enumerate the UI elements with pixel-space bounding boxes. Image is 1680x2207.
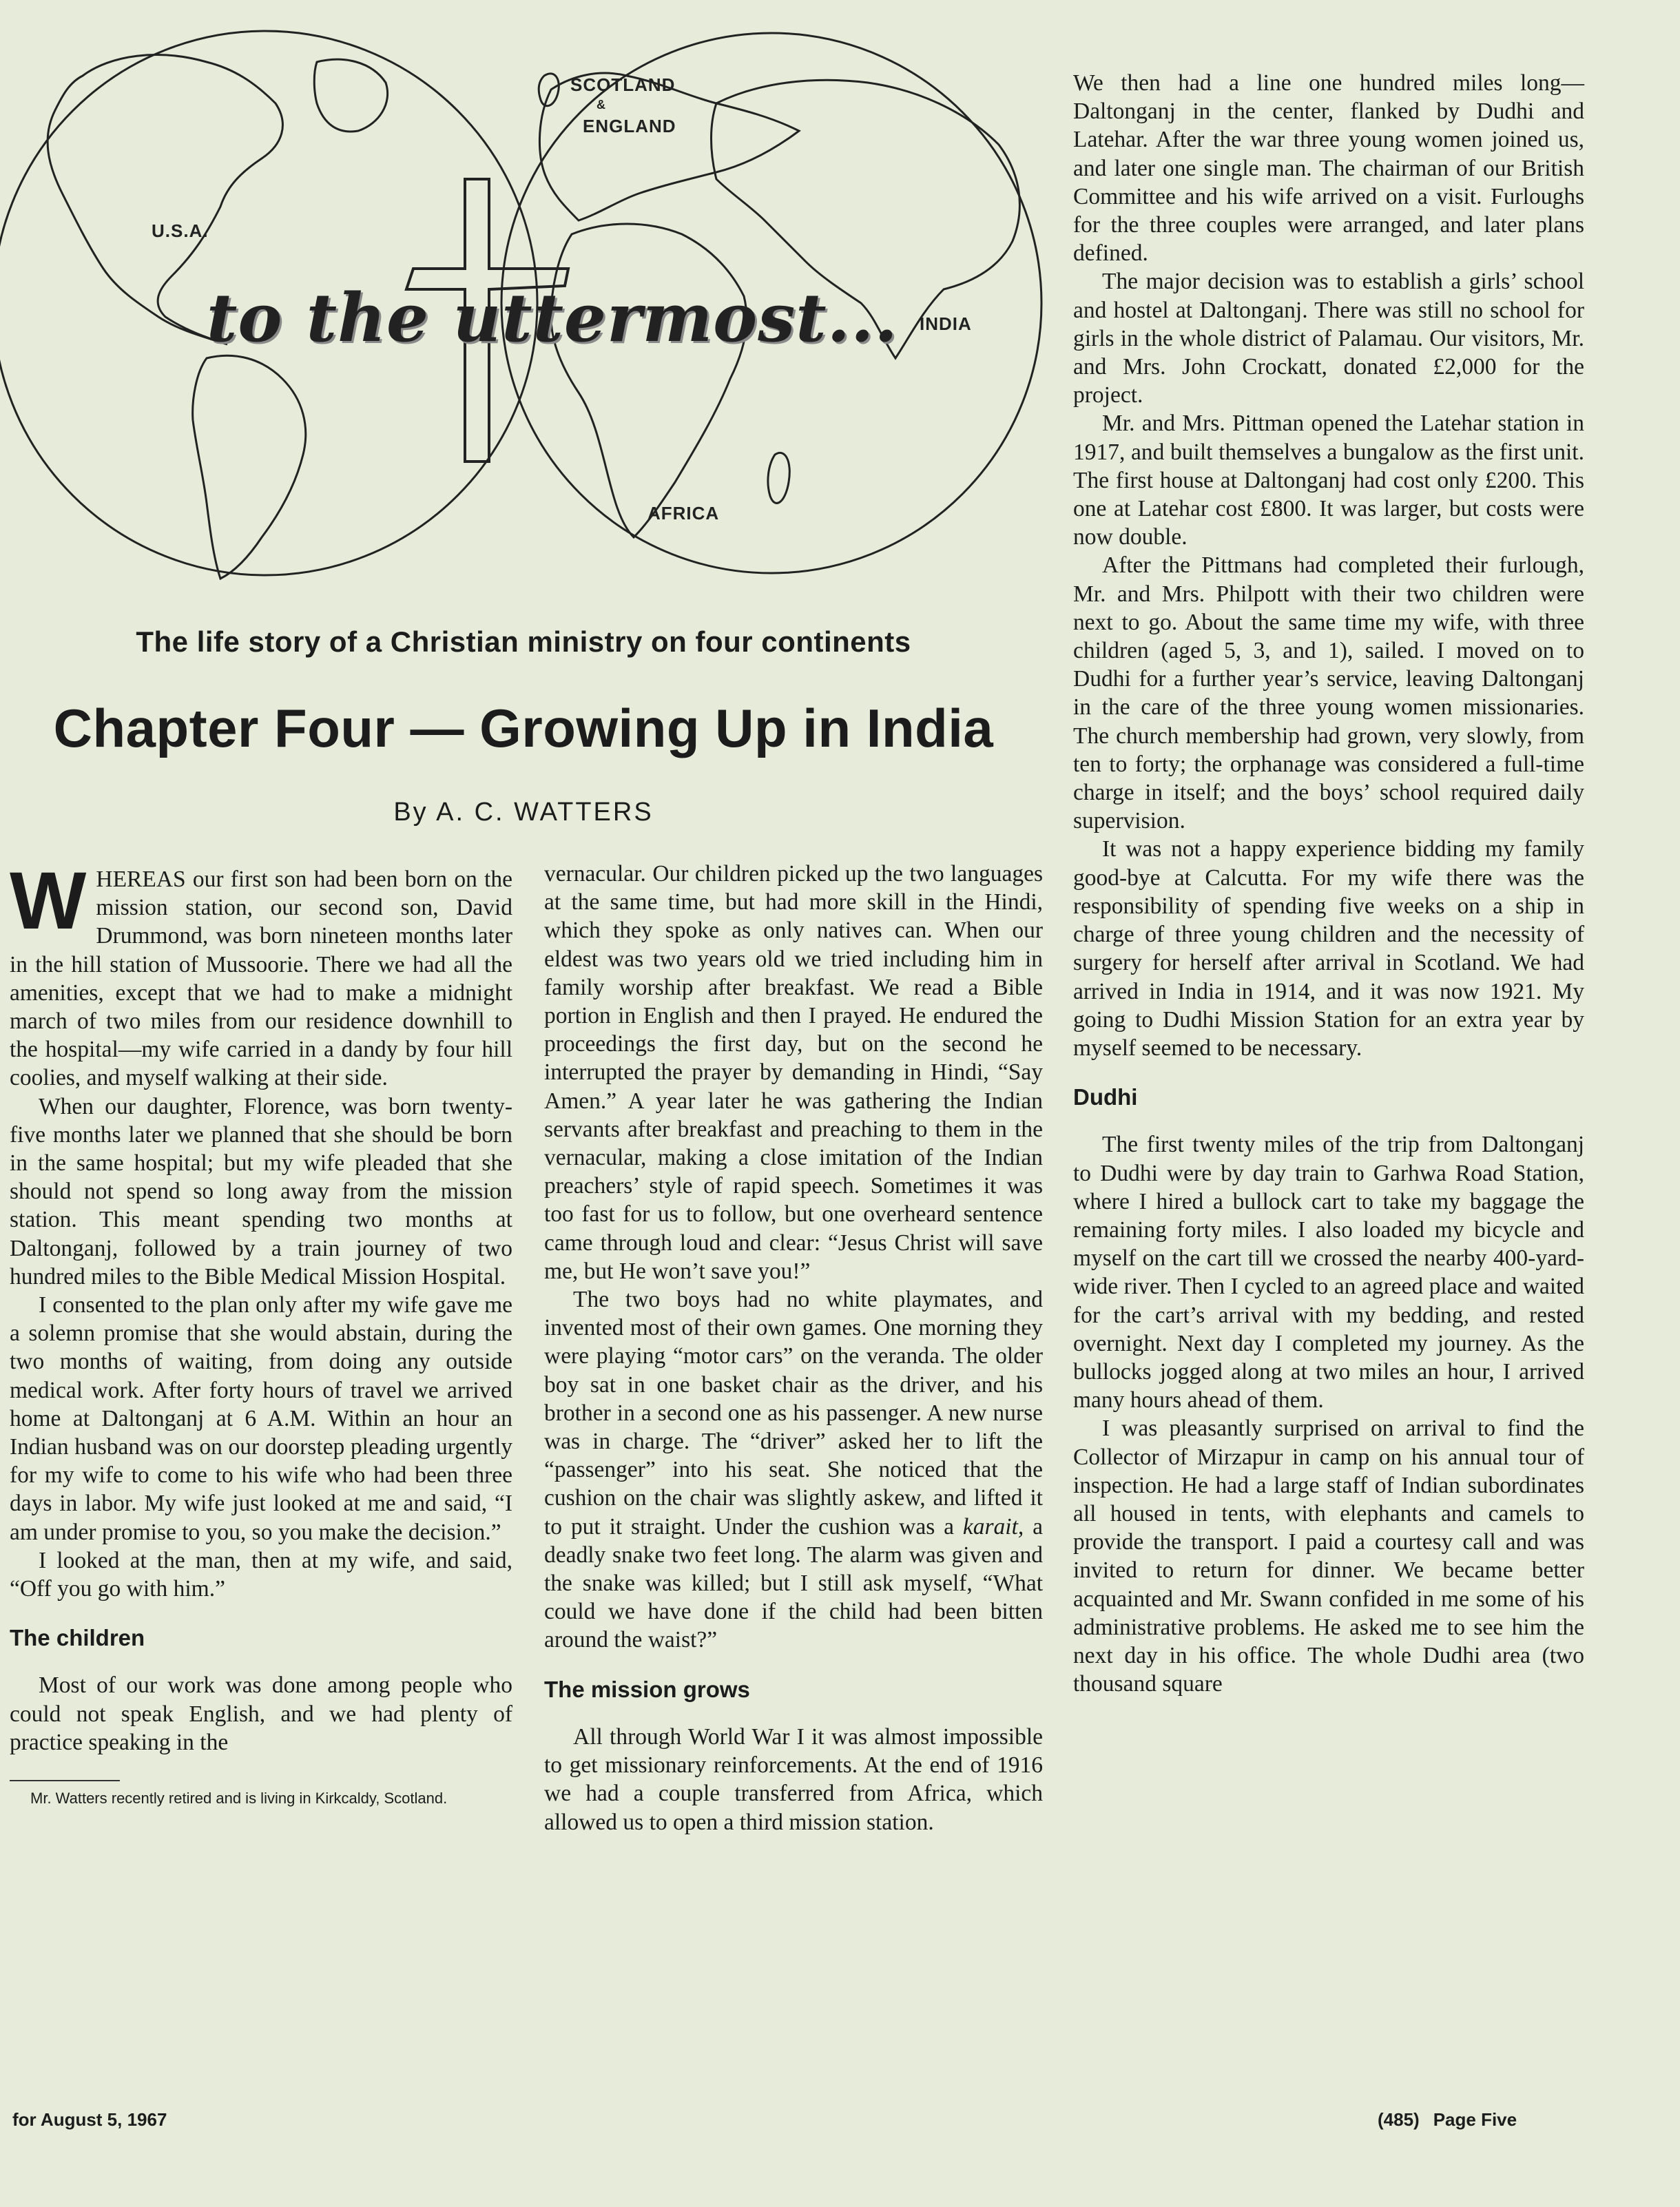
map-label-usa: U.S.A.: [152, 220, 209, 241]
paragraph-text: The two boys had no white playmates, and invented most of their own games. One morning they were playing “motor cars” on the veranda. The older boy sat in one basket chair as the driver, and his brother in a second one as his passenger. A new nurse was in charge. The “driver” asked her to lift the “passenger” into his seat. She noticed that the cushion on the chair was slightly askew, and lifted it to put it straight. Under the cushion was a: [544, 1287, 1043, 1540]
map-label-africa: AFRICA: [647, 503, 720, 524]
footer-page-number: [1378, 2109, 1517, 2131]
map-title: to the uttermost...: [207, 279, 898, 357]
map-label-england: ENGLAND: [583, 116, 676, 136]
paragraph: I looked at the man, then at my wife, and said, “Off you go with him.”: [10, 1547, 512, 1602]
paragraph-text: HEREAS our first son had been born on the mission station, our second son, David Drummond, was born nineteen months later in the hill station of Mussoorie. There we had all the amenities, except that we had to make a midnight march of two miles from our residence downhill to the hospital—my wife carried in a dandy by four hill coolies, and myself walking at their side.: [10, 867, 512, 1091]
page-number: (485): [1378, 2109, 1420, 2130]
world-map-illustration: [0, 14, 1047, 606]
paragraph: Most of our work was done among people who could not speak English, and we had plenty of practice speaking in the: [10, 1672, 512, 1755]
paragraph: vernacular. Our children picked up the two languages at the same time, but had more skill in the Hindi, which they spoke as only natives can. When our eldest was two years old we tried including him in family worship after breakfast. We read a Bible portion in English and then I prayed. He endured the proceedings the first day, but on the second he interrupted the prayer by demanding in Hindi, “Say Amen.” A year later he was gathering the Indian servants after breakfast and preaching to them in the vernacular, making a close imitation of the Indian preachers’ style of rapid speech. Sometimes it was too fast for us to follow, but one overheard sentence came through loud and clear: “Jesus Christ will save me, but He won’t save you!”: [544, 861, 1043, 1284]
map-label-india: INDIA: [920, 313, 972, 334]
section-heading: The children: [10, 1625, 145, 1651]
italic-term: karait,: [962, 1513, 1024, 1540]
article-column-3: [1073, 69, 1584, 1698]
footer-issue-date: for August 5, 1967: [12, 2109, 167, 2130]
article-column-1: [10, 856, 512, 1807]
paragraph: [544, 1285, 1043, 1655]
paragraph: When our daughter, Florence, was born twenty-five months later we planned that she should be born in the same hospital; but my wife pleaded that she should not spend so long away from the mission station. This meant spending two months at Daltonganj, followed by a train journey of two hundred miles to the Bible Medical Mission Hospital.: [10, 1093, 512, 1289]
section-heading: Dudhi: [1073, 1084, 1138, 1110]
paragraph: I was pleasantly surprised on arrival to find the Collector of Mirzapur in camp on his annual tour of inspection. He had a large staff of Indian subordinates all housed in tents, with elephants and camels to provide the transport. I paid a courtesy call and was invited to return for dinner. We became better acquainted and Mr. Swann confided in me some of his administrative problems. He asked me to see him the next day in his office. The whole Dudhi area (two thousand square: [1073, 1416, 1584, 1697]
map-label-connector: &: [597, 98, 606, 112]
article-subtitle: The life story of a Christian ministry on four continents: [136, 625, 911, 658]
paragraph: The first twenty miles of the trip from Daltonganj to Dudhi were by day train to Garhwa Road Station, where I hired a bullock cart to take my baggage the remaining forty miles. I also loaded my bicycle and myself on the cart till we crossed the nearby 400-yard-wide river. Then I cycled to an agreed place and waited for the cart’s arrival with my bedding, and rested overnight. Next day I completed my journey. As the bullocks jogged along at two miles an hour, I arrived many hours ahead of them.: [1073, 1132, 1584, 1413]
paragraph-text: a deadly snake two feet long. The alarm was given and the snake was killed; but I still ask myself, “What could we have done if the child had been bitten around the waist?”: [544, 1513, 1043, 1653]
paragraph: All through World War I it was almost impossible to get missionary reinforcements. At the end of 1916 we had a couple transferred from Africa, which allowed us to open a third mission station.: [544, 1723, 1043, 1835]
map-label-scotland: SCOTLAND: [570, 74, 676, 95]
paragraph: Mr. and Mrs. Pittman opened the Latehar station in 1917, and built themselves a bungalow as the first unit. The first house at Daltonganj had cost only £200. This one at Latehar cost £800. It was larger, but costs were now double.: [1073, 411, 1584, 550]
footnote-divider: [10, 1780, 120, 1781]
chapter-title: Chapter Four — Growing Up in India: [53, 698, 994, 758]
paragraph: It was not a happy experience bidding my family good-bye at Calcutta. For my wife there was the responsibility of spending five weeks on a ship in charge of three young children and the necessity of surgery for herself after arrival in Scotland. We had arrived in India in 1914, and it was now 1921. My going to Dudhi Mission Station for an extra year by myself seemed to be necessary.: [1073, 836, 1584, 1061]
paragraph: I consented to the plan only after my wife gave me a solemn promise that she would abstain, during the two months of waiting, from doing any outside medical work. After forty hours of travel we arrived home at Daltonganj at 6 A.M. Within an hour an Indian husband was on our doorstep pleading urgently for my wife to come to his wife who had been three days in labor. My wife just looked at me and said, “I am under promise to you, so you make the decision.”: [10, 1292, 512, 1545]
paragraph: [10, 856, 512, 1092]
paragraph: The major decision was to establish a girls’ school and hostel at Daltonganj. There was still no school for girls in the whole district of Palamau. Our visitors, Mr. and Mrs. John Crockatt, donated £2,000 for the project.: [1073, 269, 1584, 408]
paragraph: We then had a line one hundred miles long—Daltonganj in the center, flanked by Dudhi and Latehar. After the war three young women joined us, and later one single man. The chairman of our British Committee and his wife arrived on a visit. Furloughs for the three couples were arranged, and later plans defined.: [1073, 70, 1584, 267]
drop-cap: W: [10, 856, 87, 946]
byline: By A. C. WATTERS: [393, 798, 654, 827]
page-label: Page Five: [1433, 2109, 1517, 2130]
section-heading: The mission grows: [544, 1676, 750, 1702]
author-footnote: Mr. Watters recently retired and is living in Kirkcaldy, Scotland.: [30, 1790, 448, 1807]
article-column-2: [544, 860, 1043, 1836]
paragraph: After the Pittmans had completed their furlough, Mr. and Mrs. Philpott with their two children were next to go. About the same time my wife, with three children (aged 5, 3, and 1), sailed. I moved on to Dudhi for a further year’s service, leaving Daltonganj in the care of the three young women missionaries. The church membership had grown, very slowly, from ten to forty; the orphanage was considered a full-time charge in itself; and the boys’ school required daily supervision.: [1073, 552, 1584, 834]
